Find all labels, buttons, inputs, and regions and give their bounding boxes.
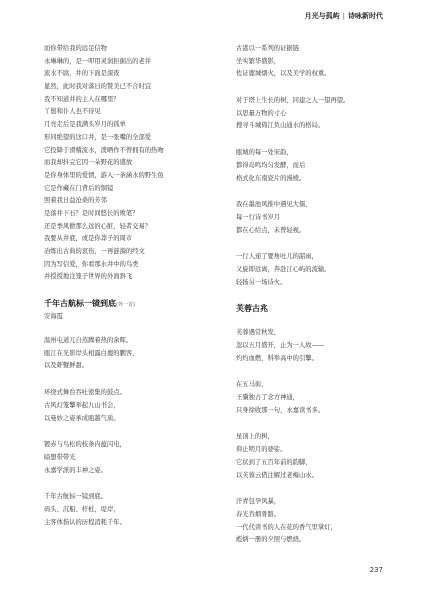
poem-line: 格式化东南瓷片的漫棱。 <box>236 174 306 182</box>
poem-line: 以芙蓉云借注解过老梅山水。 <box>236 471 318 479</box>
right-intro-poem <box>236 43 396 289</box>
poem-line: 环绕式舞台吞吐密集的鼓点。 <box>44 389 126 397</box>
poem-title <box>236 303 396 315</box>
poem-line: 永嘉学派的丰神之姿。 <box>44 466 107 474</box>
poem-title-text: 千年古航标一镜到底 <box>44 299 116 309</box>
poem-line: 照着我日益沧桑的芳邻 <box>44 197 107 205</box>
poem-line: 佐证鹿城烟火，以及美学的权重。 <box>236 70 331 78</box>
column-title: 诗咏新时代 <box>348 12 383 20</box>
poem-line: 而你带给我的远足信物 <box>44 45 107 52</box>
page-number: 237 <box>369 566 383 574</box>
poem-title-note: (外一首) <box>116 302 135 309</box>
poem-line: 星顶上的树， <box>236 433 274 441</box>
poem-line: 因为写信爱，你看那水井中的鸟类 <box>44 260 139 268</box>
poem-line: 古港以一系列的证据链 <box>236 45 299 52</box>
running-header <box>305 11 383 21</box>
poem-line: 瓯江在光影岸头相露白鹿的鹏客， <box>44 349 139 357</box>
poem-line: 显然，此时我对落日的赞美已不合时宜 <box>44 83 152 91</box>
stanza <box>236 147 396 185</box>
poem-line: 又旋即远离，奔赴江心屿的流输。 <box>236 265 331 273</box>
poem-line: 以曼妙之姿承成瓯越气质。 <box>44 414 120 422</box>
poem-line: 镀赤与鸟松的枝条内蕴闪电， <box>44 441 126 449</box>
book-title: 月光与孤屿 <box>304 12 340 20</box>
header-divider: | <box>342 12 345 20</box>
left-intro-poem <box>44 43 222 284</box>
right-column <box>236 43 396 561</box>
stanza <box>236 379 396 417</box>
poem-line: 古风灯笼擎举起九山书会， <box>44 401 120 409</box>
poem-line: 它是作藏在门背后的铜镜 <box>44 184 114 192</box>
stanza <box>44 335 222 373</box>
poem-line: 而我却抖完它因一朵野花的盛放 <box>44 159 133 167</box>
poem-line: 形同绝望的这口井，是一张嘴的全部爱 <box>44 133 152 141</box>
poem-line: 它投降于滑稽流水，泼晒作不曾拥有的热吻 <box>44 146 164 154</box>
poem-line: 春光吞烟骨骼。 <box>236 510 281 518</box>
poem-line: 以思量万物的寸心 <box>236 109 287 117</box>
stanza <box>236 43 396 81</box>
poem-line: 搜寻斗城倚江负山通水的格局。 <box>236 122 325 130</box>
poem-line: 忽以五月盛开，止为一人故—— <box>236 342 325 349</box>
poem-line: 每一行诗书岁月 <box>236 213 281 221</box>
stanza <box>44 491 222 529</box>
poem-line: 冶炼出古典的衷伤，一再涟漪的经文 <box>44 248 145 255</box>
left-poem-body <box>44 335 222 529</box>
stanza <box>236 199 396 237</box>
poem-line: 是你身体里的爱情，游入一条涵水的野生鱼 <box>44 171 164 179</box>
poem-line: 芙蓉遇常秋发， <box>236 329 281 337</box>
poem-line: 主客体指认的历程消耗千年。 <box>44 518 126 526</box>
poem-line: 温州屯道兀自蒸腾着热的余晖。 <box>44 337 133 345</box>
poem-line: 都得岛鸣均匀发酵，而后 <box>236 161 306 169</box>
poem-line: 一代代读书的人在花的香气里掌灯， <box>236 523 337 531</box>
poem-line: 以及虾蟹鲜甜。 <box>44 362 89 370</box>
poem-line: 都在心给点，未曾轻视。 <box>236 226 306 234</box>
right-poem-body <box>236 327 396 547</box>
poem-line: 并授授地注笼子世界的外面斜飞 <box>44 273 133 281</box>
stanza <box>44 387 222 425</box>
stanza <box>236 95 396 133</box>
poem-line: 千年古航标一镜到底。 <box>44 493 107 501</box>
stanza <box>236 431 396 482</box>
poem-author: 安海霞 <box>44 313 63 321</box>
poem-line: 永琳琳的，是一叩用灵润拒掘出的老井 <box>44 57 152 65</box>
poem-line: 我要从井底，或是你莽子的周市 <box>44 235 133 243</box>
stanza <box>236 496 396 547</box>
stanza <box>236 251 396 289</box>
poem-line: 还是季风掀那么远的心脏，轻者交易？ <box>44 222 152 230</box>
poem-line: 码头、沉船、杆桩，堤岸， <box>44 505 120 513</box>
poem-title <box>44 298 222 311</box>
stanza <box>236 327 396 365</box>
poem-line: 暗想带带光 <box>44 453 76 461</box>
poem-line: 在五马街， <box>236 381 268 389</box>
poem-line: 只身徐收那一句，永嘉读书多。 <box>236 406 325 414</box>
poem-line: 一行人递了要角吐儿的韶雨， <box>236 253 318 261</box>
stanza <box>44 43 222 284</box>
poem-line: 它状到了五百年前的韵脚， <box>236 458 312 466</box>
poem-line: 王骥独占了念方神通， <box>236 394 299 402</box>
poem-line: 坐实繁华盛影， <box>236 57 281 65</box>
stanza <box>44 439 222 477</box>
poem-line: 流水不腐，井的下面是深夜 <box>44 70 120 78</box>
left-column <box>44 43 222 543</box>
poem-line: 丫鬟和仆人也不待见 <box>44 108 101 116</box>
poem-line: 我不知道井的主人在哪里？ <box>44 95 120 103</box>
poem-line: 汗青包孕风暴， <box>236 498 281 506</box>
poem-line: 灼灼血燃，科举高中的引擎。 <box>236 354 318 362</box>
poem-line: 是落井下石？是时间悠长的败笔？ <box>44 209 139 217</box>
poem-line: 彪炳一册的夕照与燃烧。 <box>236 536 306 544</box>
poem-line: 轻扬另一场诗火。 <box>236 278 287 286</box>
poem-line: 瓯城的每一处宋韵， <box>236 149 293 157</box>
poem-title-text: 芙蓉古兆 <box>236 304 268 314</box>
poem-line: 对于塔上生长的树，同建之人一望再望。 <box>236 97 350 105</box>
poem-line: 我在墨池风推中遇见大儒， <box>236 201 312 209</box>
poem-line: 月亮走后是我满头岁月的孤单 <box>44 121 126 129</box>
poem-line: 仰止明月的婆娑。 <box>236 446 287 454</box>
